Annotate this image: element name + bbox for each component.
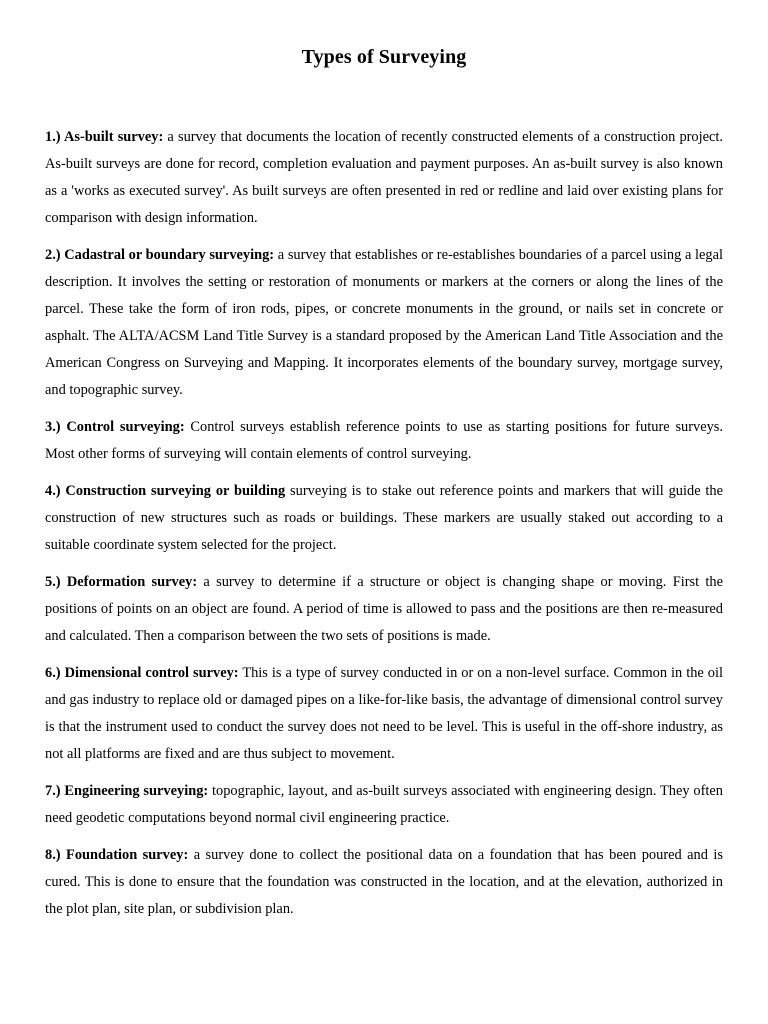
section-heading: 4.) Construction surveying or building — [45, 483, 286, 499]
section-heading: 5.) Deformation survey: — [45, 574, 198, 590]
section-text: Control surveys establish reference points to use as starting positions for future surveys. Most other forms of surveying will contain elements of control surveying. — [45, 419, 724, 462]
section-cadastral-surveying — [45, 242, 723, 404]
section-heading: 2.) Cadastral or boundary surveying: — [45, 247, 275, 263]
section-heading: 7.) Engineering surveying: — [45, 783, 209, 799]
section-heading: 1.) As-built survey: — [45, 129, 164, 145]
section-heading: 3.) Control surveying: — [45, 419, 185, 435]
section-engineering-surveying — [45, 778, 723, 832]
page-title: Types of Surveying — [301, 46, 467, 68]
section-text: topographic, layout, and as-built surveys associated with engineering design. They often need geodetic computations beyond normal civil engineering practice. — [45, 783, 724, 826]
section-text: surveying is to stake out reference points and markers that will guide the construction of new structures such as roads or buildings. These markers are usually staked out according to a suitable coordinate system selected for the project. — [45, 483, 724, 553]
section-text: This is a type of survey conducted in or on a non-level surface. Common in the oil and gas industry to replace old or damaged pipes on a like-for-like basis, the advantage of dimensional control survey is that the instrument used to conduct the survey does not need to be level. This is useful in the off-shore industry, as not all platforms are fixed and are thus subject to movement. — [45, 665, 724, 762]
document-body — [45, 124, 723, 933]
section-text: a survey that documents the location of recently constructed elements of a construction project. As-built surveys are done for record, completion evaluation and payment purposes. An as-built survey is also known as a 'works as executed survey'. As built surveys are often presented in red or redline and laid over existing plans for comparison with design information. — [45, 129, 723, 226]
section-text: a survey that establishes or re-establishes boundaries of a parcel using a legal description. It involves the setting or restoration of monuments or markers at the corners or along the lines of the parcel. These take the form of iron rods, pipes, or concrete monuments in the ground, or nails set in concrete or asphalt. The ALTA/ACSM Land Title Survey is a standard proposed by the American Land Title Association and the American Congress on Surveying and Mapping. It incorporates elements of the boundary survey, mortgage survey, and topographic survey. — [45, 247, 723, 398]
section-text: a survey done to collect the positional data on a foundation that has been poured and is cured. This is done to ensure that the foundation was constructed in the location, and at the elevation, authorized in the plot plan, site plan, or subdivision plan. — [45, 847, 723, 917]
section-dimensional-control-survey — [45, 660, 723, 768]
section-construction-surveying — [45, 478, 723, 559]
section-control-surveying — [45, 414, 723, 468]
section-foundation-survey — [45, 842, 723, 923]
section-deformation-survey — [45, 569, 723, 650]
section-heading: 8.) Foundation survey: — [45, 847, 189, 863]
section-text: a survey to determine if a structure or object is changing shape or moving. First the positions of points on an object are found. A period of time is allowed to pass and the positions are then re-measured and calculated. Then a comparison between the two sets of positions is made. — [45, 574, 723, 644]
section-heading: 6.) Dimensional control survey: — [45, 665, 239, 681]
section-as-built-survey — [45, 124, 723, 232]
